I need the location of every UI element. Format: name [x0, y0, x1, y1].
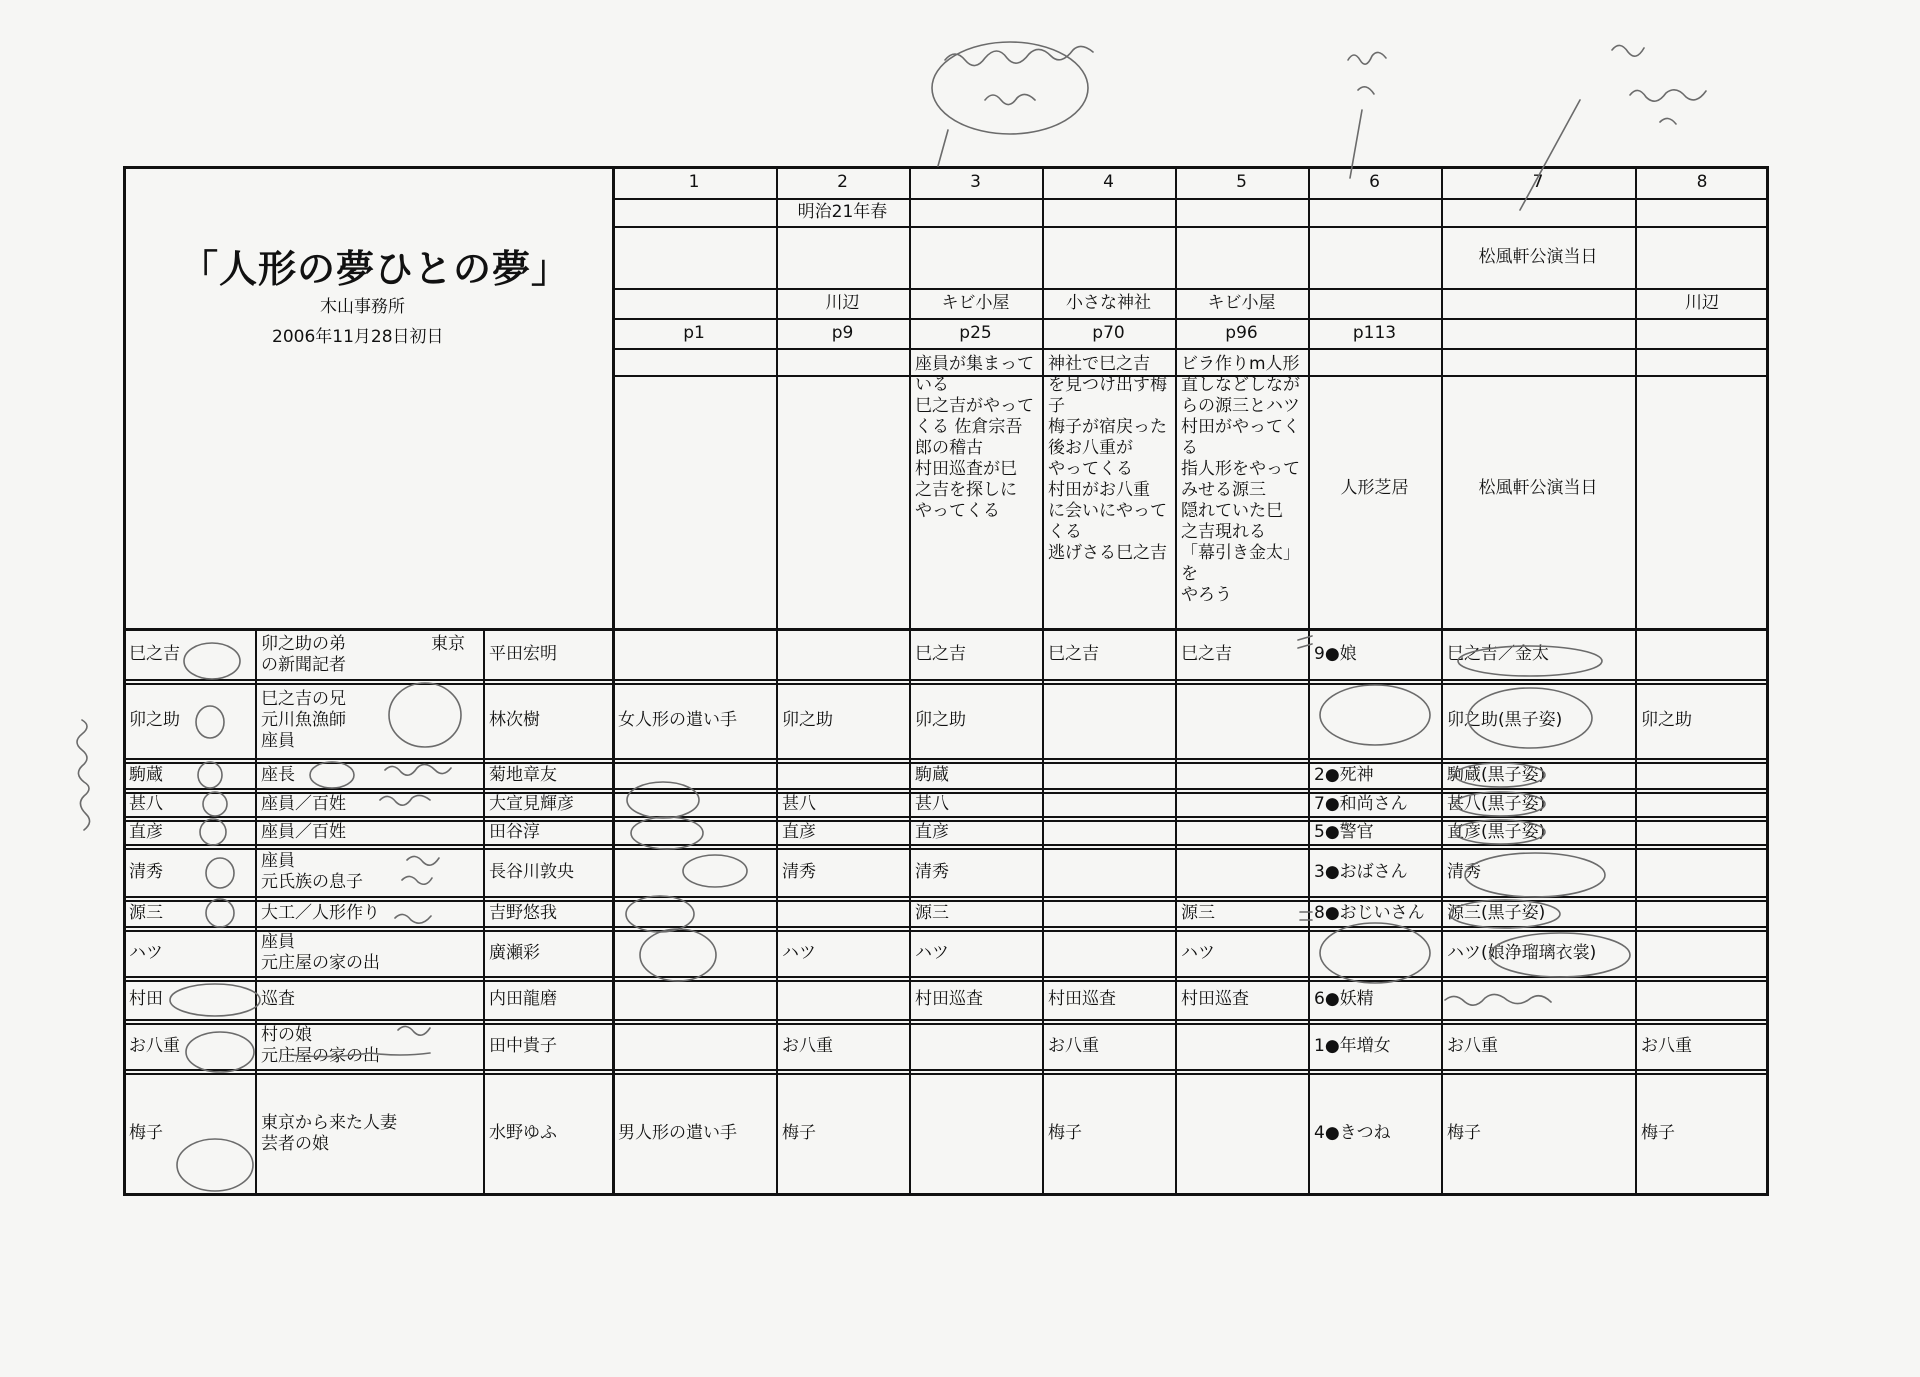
scene-1-event [612, 226, 776, 288]
scene-5-num [1175, 166, 1308, 198]
scene-8-event [1635, 226, 1769, 288]
pencil-note-scribble [945, 46, 1093, 65]
cast-actor-name-text: 田谷淳 [489, 821, 540, 842]
cast-character-desc-text: 座長 [261, 764, 295, 785]
cast-character-name-text: 卯之助 [129, 710, 180, 730]
scene-2-event [776, 226, 909, 288]
cast-role-scene-3 [909, 790, 1042, 818]
scene-7-page [1441, 318, 1635, 348]
scene-5-time [1175, 198, 1308, 226]
cast-character-name-text: 村田 [129, 989, 163, 1009]
scene-1-place [612, 288, 776, 318]
scene-7-summary [1441, 348, 1635, 628]
scene-5-page [1175, 318, 1308, 348]
scene-7-num [1441, 166, 1635, 198]
cast-role-scene-6-text: 6●妖精 [1314, 989, 1374, 1009]
scene-4-summary-text: 神社で巳之吉 を見つけ出す梅 子 梅子が宿戻った 後お八重が やってくる 村田がお八重 に会いにやって くる 逃げさる巳之吉 [1048, 354, 1167, 563]
cast-role-scene-3-text: 駒蔵 [915, 764, 949, 785]
scene-3-event [909, 226, 1042, 288]
cast-role-scene-8 [1635, 760, 1769, 790]
cast-role-scene-7-text: 駒蔵(黒子姿) [1447, 764, 1546, 785]
cast-role-scene-3-text: 直彦 [915, 821, 949, 842]
cast-role-scene-2-text: 清秀 [782, 861, 816, 882]
cast-role-scene-3 [909, 760, 1042, 790]
cast-role-scene-4 [1042, 928, 1175, 978]
cast-role-scene-6 [1308, 790, 1441, 818]
cast-role-scene-7-text: ハツ(娘浄瑠璃衣裳) [1447, 942, 1597, 963]
scene-2-summary [776, 348, 909, 628]
cast-role-scene-4 [1042, 1071, 1175, 1196]
cast-role-scene-3-text: 源三 [915, 902, 949, 923]
cast-role-scene-7-text: 直彦(黒子姿) [1447, 821, 1546, 842]
cast-character-desc [255, 628, 483, 681]
cast-role-scene-4 [1042, 760, 1175, 790]
cast-role-scene-6-text: 8●おじいさん [1314, 902, 1425, 923]
cast-role-scene-5-text: ハツ [1181, 942, 1215, 963]
cast-role-scene-4 [1042, 1021, 1175, 1071]
scene-4-time [1042, 198, 1175, 226]
scene-8-summary [1635, 348, 1769, 628]
cast-role-scene-3 [909, 898, 1042, 928]
cast-role-scene-8-text: 梅子 [1641, 1123, 1675, 1143]
scene-6-time [1308, 198, 1441, 226]
cast-character-desc [255, 978, 483, 1021]
scene-5-summary-text: ビラ作りm人形 直しなどしなが らの源三とハツ 村田がやってく る 指人形をやって みせる源三 隠れていた巳 之吉現れる 「幕引き金太」を やろう [1181, 354, 1300, 605]
cast-role-scene-3-text: 村田巡査 [915, 989, 983, 1009]
cast-character-desc [255, 898, 483, 928]
cast-character-name [123, 978, 255, 1021]
cast-actor-name-text: 大宣見輝彦 [489, 793, 574, 814]
cast-role-scene-8 [1635, 898, 1769, 928]
cast-role-scene-3 [909, 818, 1042, 846]
cast-role-scene-7-text: 巳之吉／金太 [1447, 644, 1549, 664]
cast-role-scene-3 [909, 628, 1042, 681]
scene-3-num [909, 166, 1042, 198]
scene-5-page-text: p96 [1225, 322, 1258, 343]
scene-5-summary [1175, 348, 1308, 628]
cast-role-scene-4-text: お八重 [1048, 1035, 1099, 1056]
cast-character-desc [255, 790, 483, 818]
cast-character-desc [255, 928, 483, 978]
cast-character-desc-text: 村の娘 元庄屋の家の出 [261, 1025, 380, 1066]
cast-character-desc-text: 巡査 [261, 989, 295, 1009]
cast-character-name-text: ハツ [129, 942, 163, 963]
cast-role-scene-2-text: お八重 [782, 1035, 833, 1056]
scene-8-num-text: 8 [1696, 171, 1708, 192]
cast-character-name [123, 1021, 255, 1071]
cast-role-scene-3-text: 巳之吉 [915, 644, 966, 664]
cast-role-scene-7-text: お八重 [1447, 1035, 1498, 1056]
cast-role-scene-1 [612, 1071, 776, 1196]
cast-role-scene-2 [776, 760, 909, 790]
cast-character-name-text: 梅子 [129, 1123, 163, 1143]
scene-4-num [1042, 166, 1175, 198]
cast-role-scene-2 [776, 928, 909, 978]
cast-role-scene-6-text: 5●警官 [1314, 821, 1374, 842]
cast-role-scene-6-text: 2●死神 [1314, 764, 1374, 785]
cast-role-scene-1 [612, 681, 776, 760]
cast-role-scene-2 [776, 681, 909, 760]
cast-character-desc-text: 東京から来た人妻 芸者の娘 [261, 1112, 397, 1154]
cast-role-scene-2 [776, 1021, 909, 1071]
cast-role-scene-4 [1042, 681, 1175, 760]
cast-character-desc-text: 卯之助の弟 東京 の新聞記者 [261, 633, 465, 675]
cast-character-desc-text: 座員／百姓 [261, 821, 346, 842]
cast-role-scene-3 [909, 978, 1042, 1021]
cast-role-scene-2-text: 梅子 [782, 1123, 816, 1143]
scene-7-time [1441, 198, 1635, 226]
cast-role-scene-5-text: 巳之吉 [1181, 644, 1232, 664]
cast-character-name [123, 928, 255, 978]
cast-character-desc [255, 681, 483, 760]
cast-actor-name [483, 978, 612, 1021]
cast-role-scene-7-text: 甚八(黒子姿) [1447, 793, 1546, 814]
pencil-margin-note [77, 720, 90, 830]
cast-character-desc [255, 1021, 483, 1071]
scene-7-event [1441, 226, 1635, 288]
cast-role-scene-7 [1441, 681, 1635, 760]
document-title: 「人形の夢ひとの夢」 [180, 247, 571, 291]
cast-role-scene-7-text: 梅子 [1447, 1123, 1481, 1143]
cast-role-scene-4 [1042, 818, 1175, 846]
cast-role-scene-8 [1635, 818, 1769, 846]
cast-role-scene-7 [1441, 628, 1635, 681]
cast-role-scene-7 [1441, 1071, 1635, 1196]
cast-role-scene-1-text: 男人形の遣い手 [618, 1123, 737, 1143]
cast-character-name [123, 818, 255, 846]
cast-actor-name [483, 1071, 612, 1196]
cast-role-scene-7 [1441, 928, 1635, 978]
scene-4-page [1042, 318, 1175, 348]
office-name: 木山事務所 [320, 297, 405, 317]
cast-role-scene-8 [1635, 846, 1769, 898]
scene-8-place [1635, 288, 1769, 318]
scene-8-num [1635, 166, 1769, 198]
cast-character-desc-text: 巳之吉の兄 元川魚漁師 座員 [261, 689, 346, 751]
cast-role-scene-5 [1175, 1021, 1308, 1071]
scene-3-page [909, 318, 1042, 348]
cast-role-scene-1 [612, 760, 776, 790]
cast-role-scene-1 [612, 846, 776, 898]
scene-1-num [612, 166, 776, 198]
scene-2-place [776, 288, 909, 318]
cast-role-scene-6 [1308, 628, 1441, 681]
scene-6-place [1308, 288, 1441, 318]
cast-actor-name-text: 内田龍磨 [489, 989, 557, 1009]
cast-role-scene-3 [909, 681, 1042, 760]
cast-character-desc [255, 846, 483, 898]
cast-character-name-text: お八重 [129, 1035, 180, 1056]
cast-role-scene-2 [776, 628, 909, 681]
cast-role-scene-2 [776, 846, 909, 898]
cast-character-name [123, 1071, 255, 1196]
cast-character-name-text: 巳之吉 [129, 644, 180, 664]
cast-character-name-text: 甚八 [129, 793, 163, 814]
cast-character-name [123, 898, 255, 928]
cast-role-scene-8-text: 卯之助 [1641, 710, 1692, 730]
scene-1-summary [612, 348, 776, 628]
cast-role-scene-3 [909, 928, 1042, 978]
cast-role-scene-4 [1042, 898, 1175, 928]
scene-2-num [776, 166, 909, 198]
cast-role-scene-8 [1635, 628, 1769, 681]
scene-2-time [776, 198, 909, 226]
cast-role-scene-1 [612, 790, 776, 818]
pencil-note-scribble [985, 94, 1035, 104]
cast-role-scene-6-text: 4●きつね [1314, 1123, 1391, 1143]
cast-role-scene-4 [1042, 846, 1175, 898]
cast-role-scene-6 [1308, 846, 1441, 898]
cast-role-scene-4 [1042, 628, 1175, 681]
cast-actor-name [483, 846, 612, 898]
cast-role-scene-3-text: ハツ [915, 942, 949, 963]
scene-6-event [1308, 226, 1441, 288]
scene-5-place [1175, 288, 1308, 318]
cast-character-name-text: 清秀 [129, 861, 163, 882]
cast-character-desc-text: 座員／百姓 [261, 793, 346, 814]
cast-role-scene-8 [1635, 1021, 1769, 1071]
cast-role-scene-8-text: お八重 [1641, 1035, 1692, 1056]
cast-role-scene-8 [1635, 978, 1769, 1021]
cast-role-scene-7 [1441, 790, 1635, 818]
cast-role-scene-5 [1175, 818, 1308, 846]
cast-actor-name-text: 林次樹 [489, 710, 540, 730]
cast-role-scene-8 [1635, 790, 1769, 818]
cast-role-scene-8 [1635, 1071, 1769, 1196]
cast-role-scene-6 [1308, 928, 1441, 978]
cast-character-desc-text: 大工／人形作り [261, 902, 380, 923]
cast-role-scene-1 [612, 818, 776, 846]
cast-character-name [123, 790, 255, 818]
scene-4-event [1042, 226, 1175, 288]
cast-actor-name-text: 吉野悠我 [489, 902, 557, 923]
cast-role-scene-6-text: 3●おばさん [1314, 861, 1408, 882]
cast-role-scene-4-text: 巳之吉 [1048, 644, 1099, 664]
cast-role-scene-2-text: 甚八 [782, 793, 816, 814]
scene-3-num-text: 3 [970, 171, 981, 192]
scene-3-summary [909, 348, 1042, 628]
cast-role-scene-7-text: 清秀 [1447, 861, 1481, 882]
cast-role-scene-6-text: 7●和尚さん [1314, 793, 1408, 814]
cast-role-scene-4 [1042, 790, 1175, 818]
scene-1-page-text: p1 [683, 322, 705, 343]
cast-role-scene-5 [1175, 846, 1308, 898]
scene-4-page-text: p70 [1092, 322, 1125, 343]
scene-2-place-text: 川辺 [825, 292, 860, 313]
cast-role-scene-5-text: 村田巡査 [1181, 989, 1249, 1009]
scene-5-num-text: 5 [1236, 171, 1247, 192]
scene-8-place-text: 川辺 [1685, 292, 1719, 313]
scene-7-summary-text: 松風軒公演当日 [1478, 477, 1598, 498]
scene-6-page-text: p113 [1352, 322, 1397, 343]
cast-actor-name [483, 898, 612, 928]
cast-role-scene-1 [612, 898, 776, 928]
cast-role-scene-6-text: 1●年増女 [1314, 1035, 1391, 1056]
cast-role-scene-2-text: 卯之助 [782, 710, 833, 730]
scene-7-num-text: 7 [1532, 171, 1544, 192]
cast-role-scene-7 [1441, 760, 1635, 790]
cast-actor-name-text: 菊地章友 [489, 764, 557, 785]
scene-3-time [909, 198, 1042, 226]
cast-character-name-text: 直彦 [129, 821, 163, 842]
cast-role-scene-5 [1175, 790, 1308, 818]
cast-role-scene-1 [612, 628, 776, 681]
cast-character-name-text: 駒蔵 [129, 764, 163, 785]
cast-role-scene-7 [1441, 898, 1635, 928]
cast-character-desc-text: 座員 元氏族の息子 [261, 851, 363, 892]
cast-role-scene-5 [1175, 681, 1308, 760]
cast-role-scene-3-text: 甚八 [915, 793, 949, 814]
cast-role-scene-3 [909, 846, 1042, 898]
pencil-note-scribble [1612, 45, 1706, 124]
cast-role-scene-7 [1441, 818, 1635, 846]
cast-actor-name [483, 818, 612, 846]
cast-role-scene-7 [1441, 1021, 1635, 1071]
pencil-note-scribble [1348, 52, 1386, 94]
scene-4-place-text: 小さな神社 [1066, 292, 1151, 313]
scene-6-page [1308, 318, 1441, 348]
scene-4-num-text: 4 [1103, 171, 1114, 192]
pencil-circle-note [932, 42, 1088, 134]
scene-1-time [612, 198, 776, 226]
cast-role-scene-1-text: 女人形の遣い手 [618, 710, 737, 730]
cast-role-scene-2 [776, 898, 909, 928]
opening-date: 2006年11月28日初日 [272, 327, 444, 347]
scene-4-summary [1042, 348, 1175, 628]
cast-role-scene-2 [776, 978, 909, 1021]
scene-4-place [1042, 288, 1175, 318]
cast-role-scene-1 [612, 978, 776, 1021]
cast-role-scene-2 [776, 818, 909, 846]
scene-6-num [1308, 166, 1441, 198]
scene-2-page-text: p9 [831, 322, 854, 343]
cast-role-scene-7 [1441, 846, 1635, 898]
cast-character-desc [255, 1071, 483, 1196]
scene-3-place-text: キビ小屋 [941, 292, 1010, 313]
cast-role-scene-4 [1042, 978, 1175, 1021]
cast-actor-name [483, 628, 612, 681]
cast-actor-name [483, 1021, 612, 1071]
cast-character-desc-text: 座員 元庄屋の家の出 [261, 932, 380, 973]
cast-actor-name [483, 760, 612, 790]
cast-role-scene-7 [1441, 978, 1635, 1021]
cast-role-scene-6 [1308, 978, 1441, 1021]
cast-role-scene-3 [909, 1071, 1042, 1196]
scene-3-place [909, 288, 1042, 318]
cast-character-name [123, 846, 255, 898]
cast-actor-name-text: 廣瀬彩 [489, 942, 540, 963]
scene-7-place [1441, 288, 1635, 318]
cast-role-scene-6 [1308, 898, 1441, 928]
cast-role-scene-6 [1308, 681, 1441, 760]
scene-8-page [1635, 318, 1769, 348]
cast-actor-name [483, 681, 612, 760]
scene-6-summary [1308, 348, 1441, 628]
cast-role-scene-2-text: 直彦 [782, 821, 816, 842]
scene-3-summary-text: 座員が集まって いる 巳之吉がやって くる 佐倉宗吾 郎の稽古 村田巡査が巳 之吉を探しに やってくる [915, 354, 1034, 521]
cast-role-scene-2 [776, 1071, 909, 1196]
scene-6-summary-text: 人形芝居 [1340, 477, 1409, 498]
cast-role-scene-2 [776, 790, 909, 818]
scene-2-page [776, 318, 909, 348]
cast-role-scene-1 [612, 1021, 776, 1071]
cast-role-scene-3-text: 清秀 [915, 861, 949, 882]
cast-character-desc [255, 760, 483, 790]
scene-8-time [1635, 198, 1769, 226]
cast-role-scene-6 [1308, 1021, 1441, 1071]
cast-role-scene-4-text: 村田巡査 [1048, 989, 1116, 1009]
cast-role-scene-8 [1635, 928, 1769, 978]
cast-role-scene-5 [1175, 760, 1308, 790]
cast-role-scene-1 [612, 928, 776, 978]
cast-character-name [123, 681, 255, 760]
cast-character-name [123, 760, 255, 790]
scene-6-num-text: 6 [1369, 171, 1380, 192]
cast-role-scene-2-text: ハツ [782, 942, 816, 963]
cast-role-scene-5 [1175, 978, 1308, 1021]
cast-role-scene-6 [1308, 1071, 1441, 1196]
cast-actor-name-text: 田中貴子 [489, 1035, 557, 1056]
cast-character-desc [255, 818, 483, 846]
cast-role-scene-4-text: 梅子 [1048, 1123, 1082, 1143]
scene-1-page [612, 318, 776, 348]
cast-role-scene-5 [1175, 898, 1308, 928]
scene-2-time-text: 明治21年春 [797, 201, 888, 222]
cast-role-scene-5-text: 源三 [1181, 902, 1215, 923]
scene-2-num-text: 2 [837, 171, 848, 192]
cast-actor-name-text: 水野ゆふ [489, 1123, 557, 1143]
scene-7-event-text: 松風軒公演当日 [1478, 246, 1598, 267]
cast-character-name [123, 628, 255, 681]
cast-role-scene-5 [1175, 928, 1308, 978]
scene-1-num-text: 1 [688, 171, 700, 192]
cast-actor-name [483, 790, 612, 818]
cast-role-scene-5 [1175, 1071, 1308, 1196]
pencil-leader-line [938, 130, 948, 166]
cast-role-scene-3 [909, 1021, 1042, 1071]
cast-role-scene-5 [1175, 628, 1308, 681]
scene-5-place-text: キビ小屋 [1207, 292, 1276, 313]
cast-role-scene-6-text: 9●娘 [1314, 644, 1357, 664]
cast-role-scene-7-text: 源三(黒子姿) [1447, 902, 1546, 923]
cast-character-name-text: 源三 [129, 902, 163, 923]
cast-actor-name [483, 928, 612, 978]
scene-5-event [1175, 226, 1308, 288]
cast-role-scene-3-text: 卯之助 [915, 710, 966, 730]
scene-3-page-text: p25 [959, 322, 992, 343]
cast-role-scene-8 [1635, 681, 1769, 760]
cast-role-scene-6 [1308, 818, 1441, 846]
cast-role-scene-6 [1308, 760, 1441, 790]
cast-actor-name-text: 平田宏明 [489, 644, 557, 664]
cast-role-scene-7-text: 卯之助(黒子姿) [1447, 710, 1563, 730]
cast-actor-name-text: 長谷川敦央 [489, 861, 574, 882]
